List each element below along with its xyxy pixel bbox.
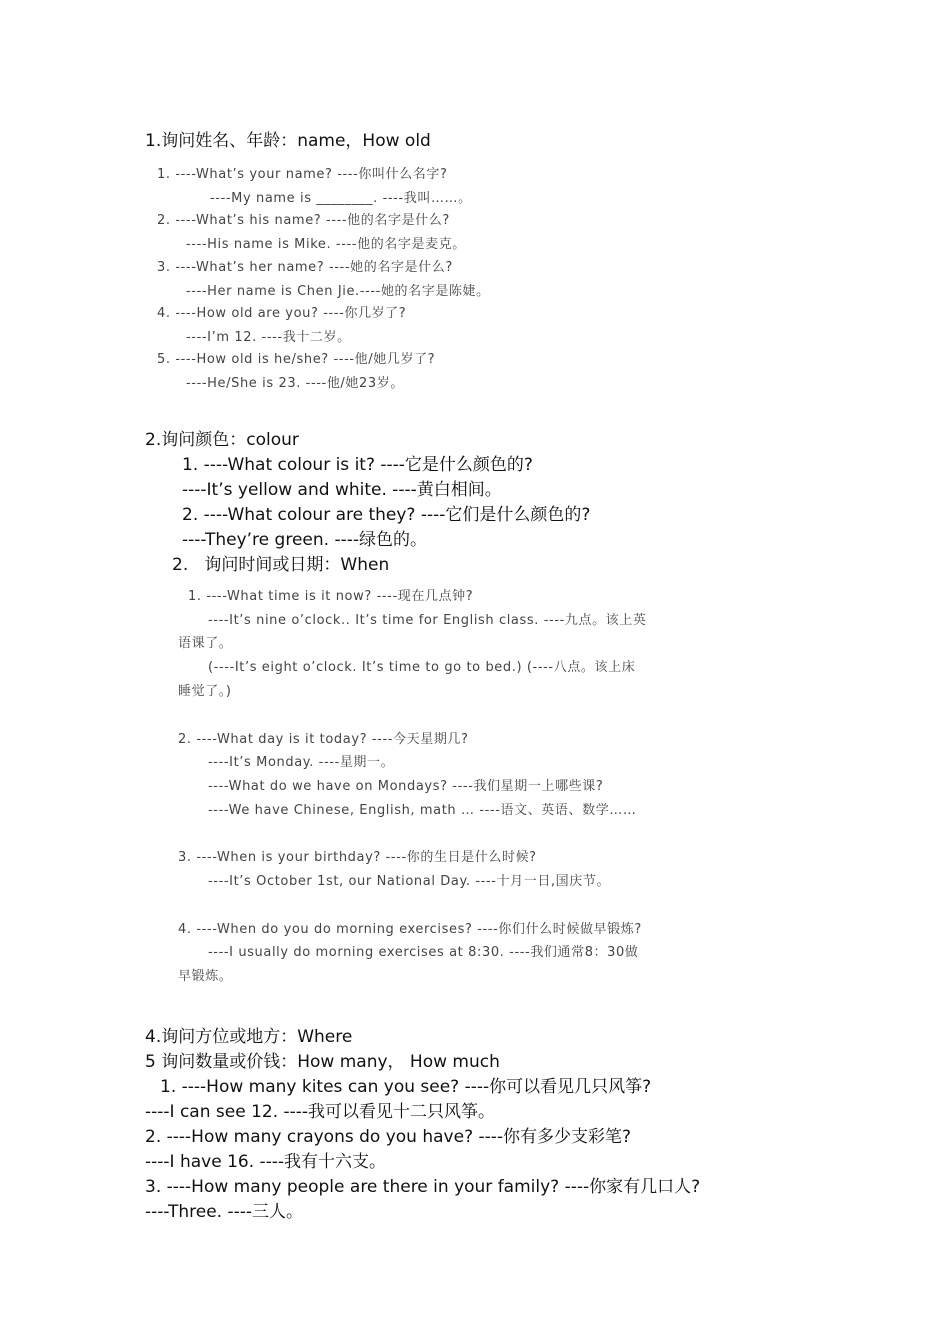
dialogue-line: 5. ----How old is he/she? ----他/她几岁了? <box>157 352 436 367</box>
dialogue-line: ----Three. ----三人。 <box>145 1202 304 1222</box>
dialogue-line: ----I usually do morning exercises at 8:30. ----我们通常8：30做 <box>208 945 639 960</box>
dialogue-line: ----They’re green. ----绿色的。 <box>182 530 427 550</box>
dialogue-line: ----I can see 12. ----我可以看见十二只风筝。 <box>145 1102 496 1122</box>
dialogue-line: 3. ----What’s her name? ----她的名字是什么? <box>157 260 453 275</box>
section-heading-colour: 2.询问颜色：colour <box>145 430 299 450</box>
dialogue-line: 4. ----How old are you? ----你几岁了? <box>157 306 407 321</box>
dialogue-line: ----My name is ________. ----我叫……。 <box>210 191 472 206</box>
dialogue-line: 2. ----What’s his name? ----他的名字是什么? <box>157 213 450 228</box>
dialogue-line: ----I’m 12. ----我十二岁。 <box>186 330 351 345</box>
section-heading-name-age: 1.询问姓名、年龄：name，How old <box>145 131 431 151</box>
dialogue-line: ----It’s yellow and white. ----黄白相间。 <box>182 480 502 500</box>
dialogue-line: ----What do we have on Mondays? ----我们星期一上哪些课? <box>208 779 604 794</box>
dialogue-line: 睡觉了。) <box>178 684 232 699</box>
dialogue-line: ----It’s Monday. ----星期一。 <box>208 755 395 770</box>
dialogue-line: ----His name is Mike. ----他的名字是麦克。 <box>186 237 466 252</box>
dialogue-line: 3. ----When is your birthday? ----你的生日是什么时候? <box>178 850 537 865</box>
dialogue-line: 1. ----What’s your name? ----你叫什么名字? <box>157 167 448 182</box>
dialogue-line: 早锻炼。 <box>178 969 233 984</box>
section-heading-how-many: 5 询问数量或价钱：How many， How much <box>145 1052 500 1072</box>
dialogue-line: ----We have Chinese, English, math … ----语文、英语、数学…… <box>208 803 637 818</box>
dialogue-line: ----He/She is 23. ----他/她23岁。 <box>186 376 404 391</box>
dialogue-line: ----It’s nine o’clock.. It’s time for English class. ----九点。该上英 <box>208 613 647 628</box>
dialogue-line: 1. ----What colour is it? ----它是什么颜色的? <box>182 455 533 475</box>
dialogue-line: 2. ----How many crayons do you have? ----你有多少支彩笔? <box>145 1127 632 1147</box>
dialogue-line: 1. ----How many kites can you see? ----你可以看见几只风筝? <box>160 1077 652 1097</box>
dialogue-line: 语课了。 <box>178 636 233 651</box>
dialogue-line: 4. ----When do you do morning exercises? ----你们什么时候做早锻炼? <box>178 922 642 937</box>
dialogue-line: ----Her name is Chen Jie.----她的名字是陈婕。 <box>186 284 490 299</box>
section-heading-time-date: 2. 询问时间或日期：When <box>172 555 390 575</box>
dialogue-line: 3. ----How many people are there in your family? ----你家有几口人? <box>145 1177 701 1197</box>
dialogue-line: 1. ----What time is it now? ----现在几点钟? <box>188 589 474 604</box>
dialogue-line: (----It’s eight o’clock. It’s time to go to bed.) (----八点。该上床 <box>208 660 636 675</box>
dialogue-line: 2. ----What day is it today? ----今天星期几? <box>178 732 469 747</box>
section-heading-where: 4.询问方位或地方：Where <box>145 1027 353 1047</box>
dialogue-line: 2. ----What colour are they? ----它们是什么颜色的? <box>182 505 591 525</box>
dialogue-line: ----I have 16. ----我有十六支。 <box>145 1152 387 1172</box>
dialogue-line: ----It’s October 1st, our National Day. ----十月一日,国庆节。 <box>208 874 611 889</box>
